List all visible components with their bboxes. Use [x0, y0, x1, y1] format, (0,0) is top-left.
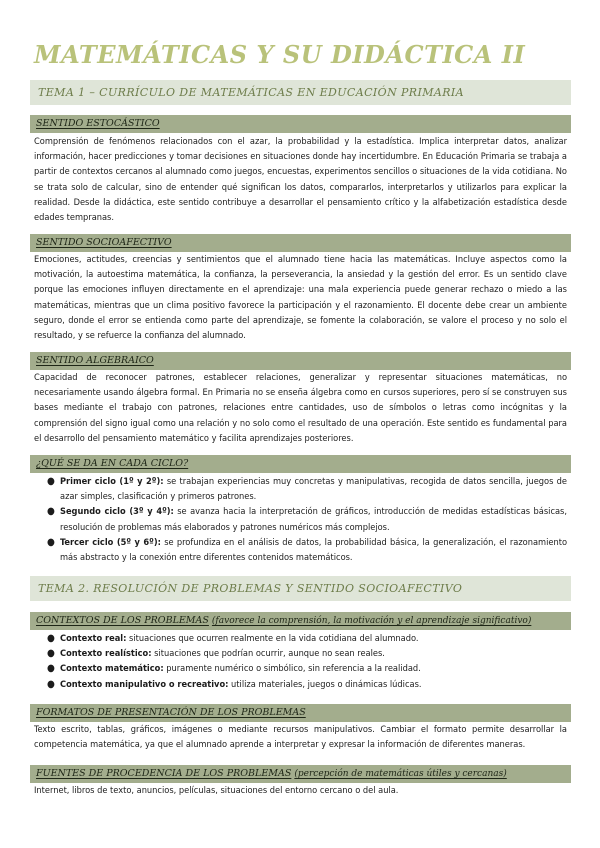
list-item-term: Contexto realístico:: [60, 648, 152, 660]
list-item-text: utiliza materiales, juegos o dinámicas lúdicas.: [228, 678, 422, 690]
list-item: [47, 535, 567, 565]
list-item-text: se trabajan experiencias muy concretas y manipulativas, recogida de datos sencilla, juegos de azar simples, clasificación y primeros patrones.: [60, 476, 567, 503]
bullet-icon: ●: [47, 506, 55, 518]
list-item-term: Contexto matemático:: [60, 663, 164, 675]
bullet-icon: ●: [47, 536, 55, 548]
list-item: [47, 631, 567, 646]
list-item: [47, 646, 567, 661]
section-header-algebraico: SENTIDO ALGEBRAICO: [30, 352, 571, 370]
tema-2-header: TEMA 2. RESOLUCIÓN DE PROBLEMAS Y SENTIDO SOCIOAFECTIVO: [30, 576, 571, 601]
bullet-icon: ●: [47, 678, 55, 690]
section-header-contextos: [30, 612, 571, 630]
bullet-icon: ●: [47, 648, 55, 660]
list-item-term: Segundo ciclo (3º y 4º):: [60, 506, 174, 518]
section-header-contextos-title: CONTEXTOS DE LOS PROBLEMAS: [36, 615, 209, 626]
paragraph-formatos: Texto escrito, tablas, gráficos, imágenes o mediante recursos manipulativos. Cambiar el formato permite desarrollar la competencia matemática, ya que el alumnado aprende a interpretar y expresar la información de diferentes maneras.: [34, 724, 567, 751]
list-item-term: Primer ciclo (1º y 2º):: [60, 476, 164, 487]
contextos-list: [47, 631, 567, 692]
list-item-text: situaciones que ocurren realmente en la vida cotidiana del alumnado.: [126, 633, 419, 644]
section-header-formatos: FORMATOS DE PRESENTACIÓN DE LOS PROBLEMAS: [30, 704, 571, 722]
list-item-text: situaciones que podrían ocurrir, aunque no sean reales.: [151, 648, 385, 660]
bullet-icon: ●: [47, 476, 55, 487]
ciclos-list: [47, 474, 567, 565]
section-header-fuentes-title: FUENTES DE PROCEDENCIA DE LOS PROBLEMAS: [36, 768, 292, 779]
list-item: [47, 677, 567, 692]
list-item-term: Contexto real:: [60, 633, 127, 644]
paragraph-socioafectivo: Emociones, actitudes, creencias y sentimientos que el alumnado tiene hacia las matemáticas. Incluye aspectos como la motivación, la autoestima matemática, la confianza, la perseverancia, la ansiedad y la gestión del error. Es un sentido clave porque las emociones influyen directamente en el aprendizaje: una mala experiencia puede generar rechazo o miedo a las matemáticas, mientras que un clima positivo favorece la participación y el razonamiento. El docente debe crear un ambiente seguro, donde el error se entienda como parte del aprendizaje, se fomente la colaboración, se valore el proceso y no solo el resultado, y se refuerce la confianza del alumnado.: [34, 254, 567, 342]
section-header-fuentes-note: (percepción de matemáticas útiles y cercanas): [294, 769, 507, 779]
section-header-contextos-note: (favorece la comprensión, la motivación y el aprendizaje significativo): [211, 616, 532, 626]
section-header-ciclos: ¿QUÉ SE DA EN CADA CICLO?: [30, 455, 571, 473]
list-item-term: Contexto manipulativo o recreativo:: [60, 678, 229, 690]
section-header-estocastico: SENTIDO ESTOCÁSTICO: [30, 115, 571, 133]
list-item-term: Tercer ciclo (5º y 6º):: [60, 536, 161, 548]
paragraph-estocastico: Comprensión de fenómenos relacionados con el azar, la probabilidad y la estadística. Implica interpretar datos, analizar información, hacer predicciones y tomar decisiones en situaciones donde hay incertidumbre. En Educación Primaria se trabaja a partir de contextos cercanos al alumnado como juegos, encuestas, experimentos sencillos o situaciones de la vida cotidiana. No se trata solo de calcular, sino de entender qué significan los datos, compararlos, interpretarlos y utilizarlos para explicar la realidad. Desde la didáctica, este sentido contribuye a desarrollar el pensamiento crítico y la alfabetización estadística desde edades tempranas.: [34, 136, 567, 224]
section-header-socioafectivo: SENTIDO SOCIOAFECTIVO: [30, 234, 571, 252]
list-item-text: se profundiza en el análisis de datos, la probabilidad básica, la generalización, el razonamiento más abstracto y la conexión entre diferentes contenidos matemáticos.: [60, 536, 567, 564]
section-header-fuentes: [30, 765, 571, 783]
bullet-icon: ●: [47, 633, 55, 644]
page-title: MATEMÁTICAS Y SU DIDÁCTICA II: [34, 40, 526, 69]
list-item: [47, 661, 567, 676]
list-item: [47, 504, 567, 534]
paragraph-algebraico: Capacidad de reconocer patrones, establecer relaciones, generalizar y representar situaciones matemáticas, no necesariamente usando álgebra formal. En Primaria no se enseña álgebra como en cursos superiores, pero sí se construyen sus bases mediante el trabajo con patrones, relaciones entre cantidades, uso de símbolos o letras como incógnitas y la comprensión del signo igual como una relación y no solo como el resultado de una operación. Este sentido es fundamental para el desarrollo del pensamiento matemático y facilita aprendizajes posteriores.: [34, 372, 567, 444]
list-item-text: se avanza hacia la interpretación de gráficos, introducción de medidas estadísticas básicas, resolución de problemas más elaborados y patrones numéricos más complejos.: [60, 506, 567, 533]
paragraph-fuentes: Internet, libros de texto, anuncios, películas, situaciones del entorno cercano o del aula.: [34, 785, 399, 796]
list-item: [47, 474, 567, 504]
list-item-text: puramente numérico o simbólico, sin referencia a la realidad.: [163, 663, 421, 675]
bullet-icon: ●: [47, 663, 55, 675]
tema-1-header: TEMA 1 – CURRÍCULO DE MATEMÁTICAS EN EDUCACIÓN PRIMARIA: [30, 80, 571, 105]
